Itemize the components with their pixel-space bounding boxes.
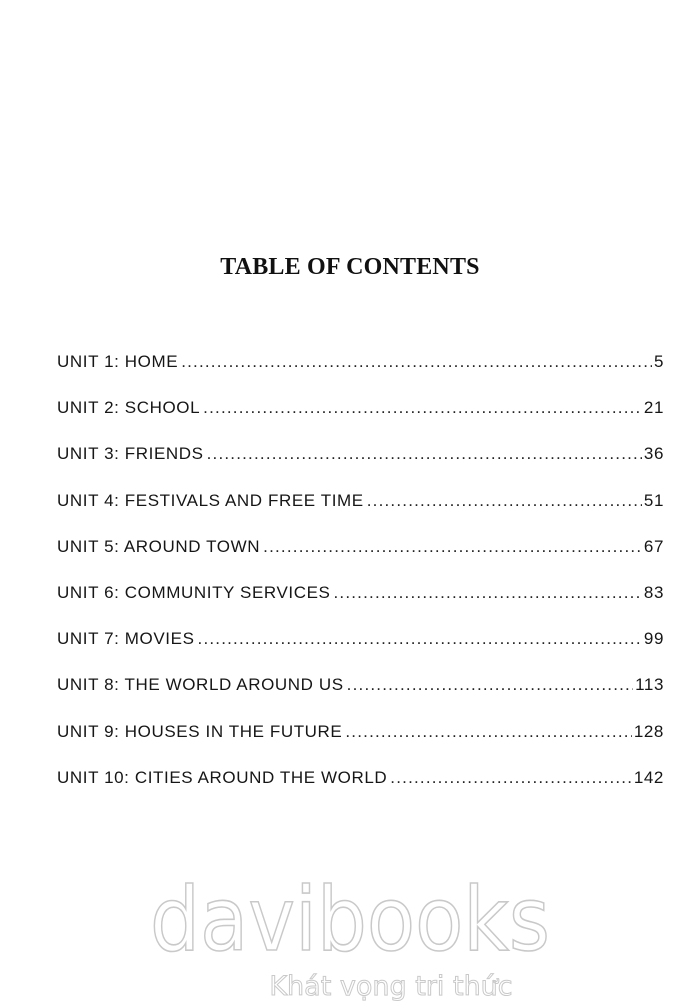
- dot-leader: [198, 629, 642, 649]
- toc-entry-label: UNIT 10: CITIES AROUND THE WORLD: [57, 767, 388, 787]
- dot-leader: [333, 583, 641, 603]
- dot-leader: [347, 675, 633, 695]
- toc-entry-unit-6: [57, 583, 664, 629]
- toc-entry-unit-8: [57, 675, 664, 721]
- toc-entry-unit-1: [57, 352, 664, 398]
- dot-leader: [181, 352, 652, 372]
- toc-entry-label: UNIT 2: SCHOOL: [57, 398, 201, 418]
- toc-entry-unit-4: [57, 491, 664, 537]
- dot-leader: [390, 768, 632, 788]
- toc-entry-page-number: 99: [643, 629, 664, 649]
- toc-entry-label: UNIT 8: THE WORLD AROUND US: [57, 675, 344, 695]
- toc-entry-page-number: 67: [643, 536, 664, 556]
- dot-leader: [207, 444, 642, 464]
- toc-entry-unit-7: [57, 629, 664, 675]
- toc-entry-page-number: 51: [643, 490, 664, 510]
- toc-entry-page-number: 21: [643, 398, 664, 418]
- toc-entry-label: UNIT 4: FESTIVALS AND FREE TIME: [57, 490, 364, 510]
- dot-leader: [203, 398, 642, 418]
- dot-leader: [345, 722, 631, 742]
- toc-entry-label: UNIT 6: COMMUNITY SERVICES: [57, 582, 331, 602]
- toc-entry-page-number: 128: [633, 721, 664, 741]
- toc-entry-page-number: 5: [653, 352, 664, 371]
- toc-entry-page-number: 113: [635, 675, 664, 695]
- toc-entry-page-number: 83: [643, 582, 664, 602]
- publisher-watermark: [0, 860, 700, 1007]
- toc-entry-label: UNIT 1: HOME: [57, 352, 179, 371]
- toc-entry-unit-9: [57, 722, 664, 768]
- toc-entry-unit-5: [57, 537, 664, 583]
- publisher-watermark-graphic: [0, 860, 700, 1007]
- toc-entry-unit-2: [57, 398, 664, 444]
- toc-entry-label: UNIT 9: HOUSES IN THE FUTURE: [57, 721, 343, 741]
- toc-entry-unit-10: [57, 768, 664, 814]
- toc-entry-page-number: 142: [633, 767, 664, 787]
- toc-entry-label: UNIT 7: MOVIES: [57, 629, 195, 649]
- toc-entry-page-number: 36: [643, 444, 664, 464]
- toc-entry-label: UNIT 3: FRIENDS: [57, 444, 204, 464]
- toc-entry-unit-3: [57, 444, 664, 490]
- watermark-brand: davibooks: [150, 868, 550, 971]
- dot-leader: [367, 491, 642, 511]
- watermark-slogan: Khát vọng tri thức: [269, 971, 513, 1002]
- dot-leader: [263, 537, 642, 557]
- page-title: TABLE OF CONTENTS: [220, 254, 480, 280]
- toc-entry-label: UNIT 5: AROUND TOWN: [57, 536, 261, 556]
- table-of-contents: [57, 352, 664, 814]
